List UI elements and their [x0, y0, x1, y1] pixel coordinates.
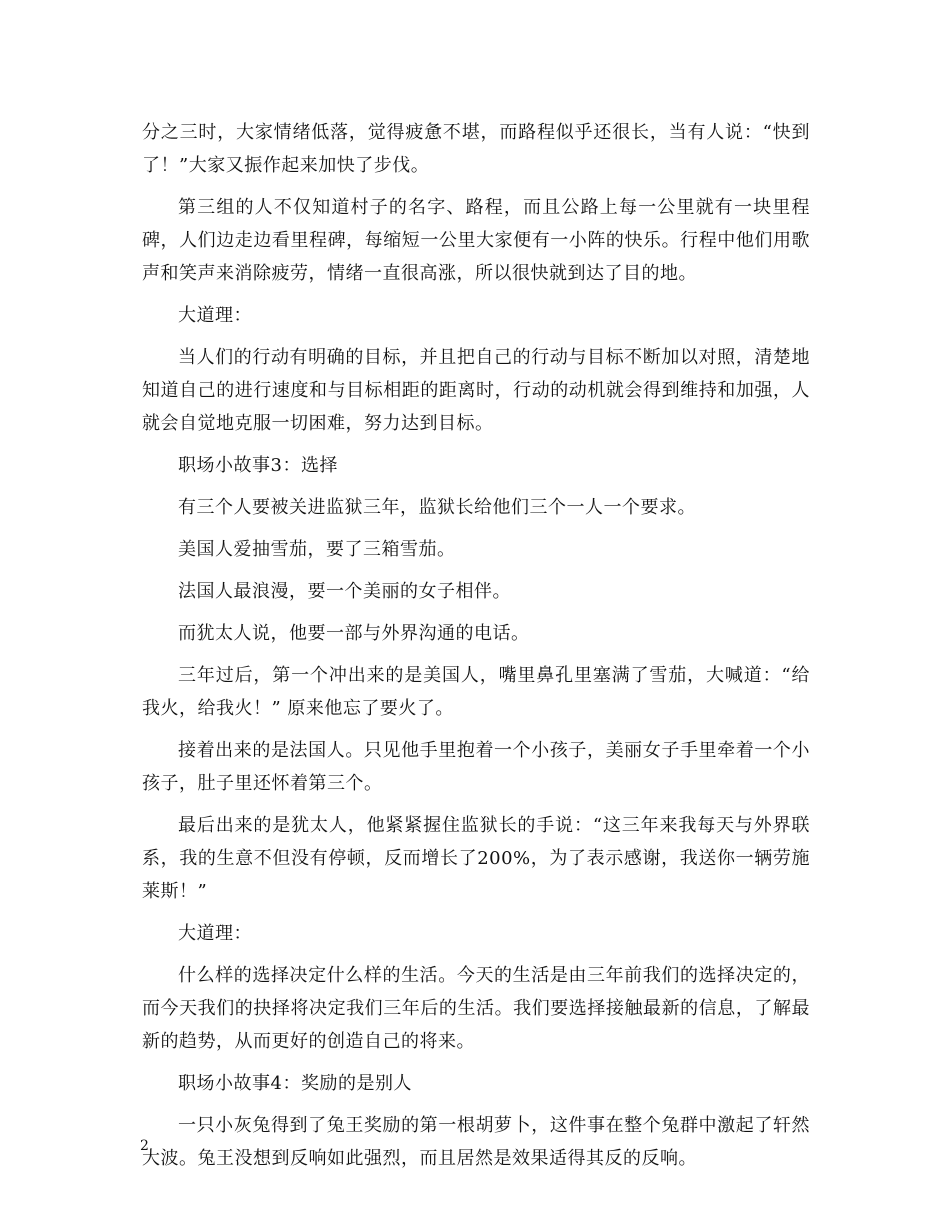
- paragraph-french-out: 接着出来的是法国人。只见他手里抱着一个小孩子，美丽女子手里牵着一个小孩子，肚子里还怀着第三个。: [142, 740, 810, 794]
- paragraph-french: 法国人最浪漫，要一个美丽的女子相伴。: [178, 581, 511, 602]
- paragraph-jewish-out: 最后出来的是犹太人，他紧紧握住监狱长的手说：“这三年来我每天与外界联系，我的生意不但没有停顿，反而增长了200%，为了表示感谢，我送你一辆劳施莱斯！”: [142, 815, 810, 902]
- paragraph-rabbit: 一只小灰兔得到了兔王奖励的第一根胡萝卜，这件事在整个兔群中激起了轩然大波。兔王没想到反响如此强烈，而且居然是效果适得其反的反响。: [142, 1115, 810, 1169]
- page-body: [142, 116, 810, 1184]
- story-4-heading: 职场小故事4：奖励的是别人: [178, 1073, 412, 1094]
- page-number: 2: [140, 1138, 149, 1154]
- paragraph-american-out: 三年过后，第一个冲出来的是美国人，嘴里鼻孔里塞满了雪茄，大喊道：“给我火，给我火！” 原来他忘了要火了。: [142, 665, 810, 719]
- paragraph-lesson-2: 什么样的选择决定什么样的生活。今天的生活是由三年前我们的选择决定的，而今天我们的抉择将决定我们三年后的生活。我们要选择接触最新的信息，了解最新的趋势，从而更好的创造自己的将来。: [142, 965, 810, 1052]
- paragraph-lesson-heading-1: 大道理：: [178, 305, 252, 326]
- paragraph-lesson-1: 当人们的行动有明确的目标，并且把自己的行动与目标不断加以对照，清楚地知道自己的进行速度和与目标相距的距离时，行动的动机就会得到维持和加强，人就会自觉地克服一切困难，努力达到目标。: [142, 347, 810, 434]
- paragraph-continuation: 分之三时，大家情绪低落，觉得疲惫不堪，而路程似乎还很长，当有人说：“快到了！”大家又振作起来加快了步伐。: [142, 122, 810, 176]
- paragraph-third-group: 第三组的人不仅知道村子的名字、路程，而且公路上每一公里就有一块里程碑，人们边走边看里程碑，每缩短一公里大家便有一小阵的快乐。行程中他们用歌声和笑声来消除疲劳，情绪一直很高涨，所以很快就到达了目的地。: [142, 197, 810, 284]
- paragraph-lesson-heading-2: 大道理：: [178, 923, 252, 944]
- paragraph-jewish: 而犹太人说，他要一部与外界沟通的电话。: [178, 623, 530, 644]
- story-3-heading: 职场小故事3：选择: [178, 455, 338, 476]
- paragraph-american: 美国人爱抽雪茄，要了三箱雪茄。: [178, 539, 456, 560]
- paragraph-three-prisoners: 有三个人要被关进监狱三年，监狱长给他们三个一人一个要求。: [178, 497, 696, 518]
